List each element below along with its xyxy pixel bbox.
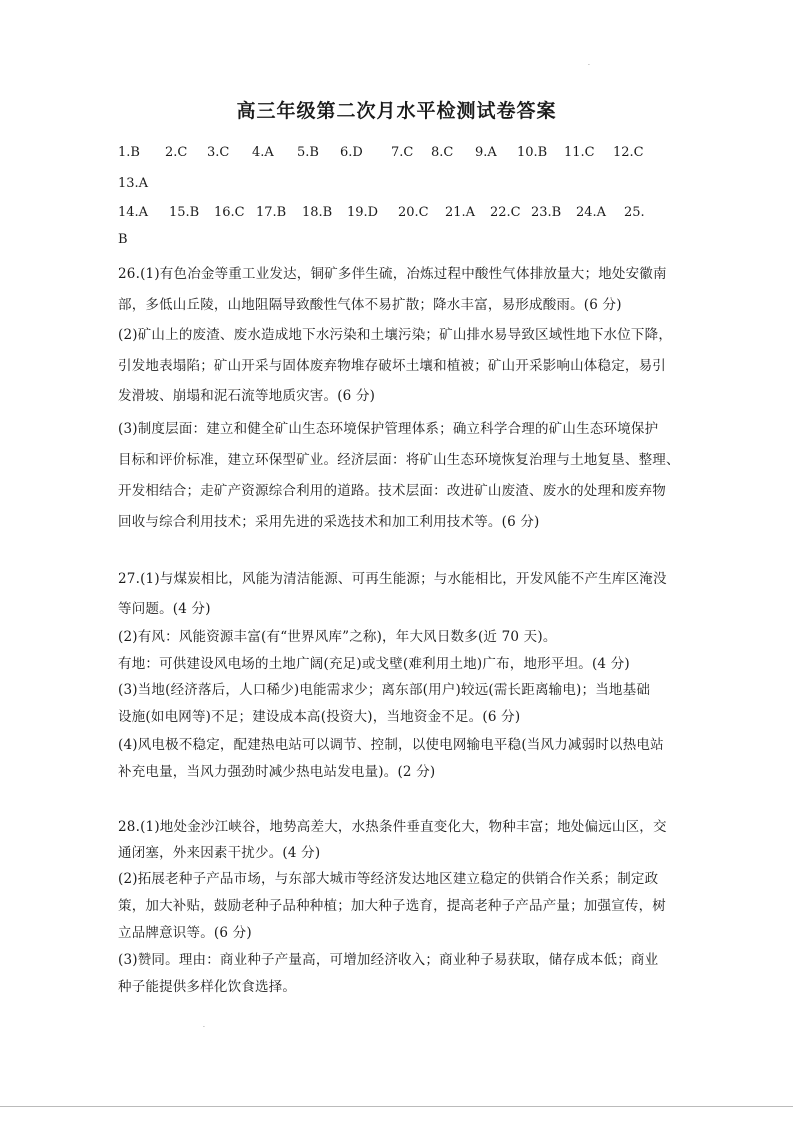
q26-line: 引发地表塌陷；矿山开采与固体废弃物堆存破坏土壤和植被；矿山开采影响山体稳定，易引	[118, 358, 666, 374]
q27-line: 等问题。(4 分)	[118, 601, 211, 617]
choice-answer: 21.A	[445, 205, 476, 220]
choice-answers-row-1	[118, 145, 644, 160]
choice-answer: 4.A	[252, 145, 274, 160]
q27-line: 27.(1)与煤炭相比，风能为清洁能源、可再生能源；与水能相比，开发风能不产生库区淹没	[118, 571, 667, 587]
choice-answer: 24.A	[576, 205, 607, 220]
page-speck: ·	[588, 62, 590, 69]
choice-answer: 10.B	[517, 145, 548, 160]
q28-line: (2)拓展老种子产品市场，与东部大城市等经济发达地区建立稳定的供销合作关系；制定政	[118, 871, 659, 887]
choice-answer: B	[118, 232, 128, 247]
choice-answers-row-4	[118, 232, 128, 247]
q26-line: 26.(1)有色冶金等重工业发达，铜矿多伴生硫，冶炼过程中酸性气体排放量大；地处安徽南	[118, 266, 667, 282]
choice-answer: 15.B	[169, 205, 200, 220]
choice-answer: 20.C	[398, 205, 429, 220]
choice-answer: 11.C	[564, 145, 595, 160]
choice-answer: 19.D	[347, 205, 379, 220]
choice-answer: 2.C	[165, 145, 188, 160]
q28-line: 通闭塞，外来因素干扰少。(4 分)	[118, 845, 321, 861]
choice-answer: 3.C	[207, 145, 230, 160]
page-speck: ·	[203, 1024, 205, 1031]
choice-answer: 18.B	[302, 205, 333, 220]
page-bottom-divider	[0, 1106, 793, 1107]
q28-line: (3)赞同。理由：商业种子产量高，可增加经济收入；商业种子易获取，储存成本低；商业	[118, 952, 659, 968]
choice-answer: 13.A	[118, 176, 149, 191]
q26-line: 开发相结合；走矿产资源综合利用的道路。技术层面：改进矿山废渣、废水的处理和废弃物	[118, 483, 666, 499]
choice-answer: 12.C	[613, 145, 644, 160]
page-title: 高三年级第二次月水平检测试卷答案	[236, 100, 557, 122]
q26-line: 回收与综合利用技术；采用先进的采选技术和加工利用技术等。(6 分)	[118, 514, 540, 530]
choice-answer: 23.B	[531, 205, 562, 220]
q26-line: 部，多低山丘陵，山地阻隔导致酸性气体不易扩散；降水丰富，易形成酸雨。(6 分)	[118, 297, 622, 313]
q27-line: 有地：可供建设风电场的土地广阔(充足)或戈壁(难利用土地)广布，地形平坦。(4 分)	[118, 656, 630, 672]
q27-line: (2)有风：风能资源丰富(有“世界风库”之称)，年大风日数多(近 70 天)。	[118, 629, 557, 645]
q28-line: 策，加大补贴，鼓励老种子品种种植；加大种子选育，提高老种子产品产量；加强宣传，树	[118, 898, 666, 914]
choice-answer: 14.A	[118, 205, 149, 220]
choice-answer: 7.C	[391, 145, 414, 160]
choice-answer: 17.B	[256, 205, 287, 220]
q26-line: (2)矿山上的废渣、废水造成地下水污染和土壤污染；矿山排水易导致区域性地下水位下降，	[118, 327, 673, 343]
q26-line: (3)制度层面：建立和健全矿山生态环境保护管理体系；确立科学合理的矿山生态环境保护	[118, 421, 659, 437]
choice-answer: 25.	[624, 205, 645, 220]
choice-answers-row-3	[118, 205, 645, 220]
q27-line: (4)风电极不稳定，配建热电站可以调节、控制，以使电网输电平稳(当风力减弱时以热电站	[118, 737, 664, 753]
q28-line: 种子能提供多样化饮食选择。	[118, 979, 297, 995]
q27-line: (3)当地(经济落后，人口稀少)电能需求少；离东部(用户)较远(需长距离输电)；当地基础	[118, 682, 651, 698]
choice-answer: 8.C	[431, 145, 454, 160]
q27-line: 设施(如电网等)不足；建设成本高(投资大)，当地资金不足。(6 分)	[118, 709, 521, 725]
choice-answer: 1.B	[118, 145, 140, 160]
choice-answer: 22.C	[490, 205, 521, 220]
choice-answer: 9.A	[475, 145, 497, 160]
q28-line: 28.(1)地处金沙江峡谷，地势高差大，水热条件垂直变化大，物种丰富；地处偏远山区，交	[118, 819, 667, 835]
choice-answer: 5.B	[297, 145, 319, 160]
q26-line: 目标和评价标准，建立环保型矿业。经济层面：将矿山生态环境恢复治理与土地复垦、整理、	[118, 452, 680, 468]
choice-answer: 16.C	[214, 205, 245, 220]
choice-answers-row-2	[118, 176, 148, 191]
choice-answer: 6.D	[340, 145, 363, 160]
q27-line: 补充电量，当风力强劲时减少热电站发电量)。(2 分)	[118, 764, 436, 780]
q28-line: 立品牌意识等。(6 分)	[118, 925, 252, 941]
q26-line: 发滑坡、崩塌和泥石流等地质灾害。(6 分)	[118, 388, 376, 404]
